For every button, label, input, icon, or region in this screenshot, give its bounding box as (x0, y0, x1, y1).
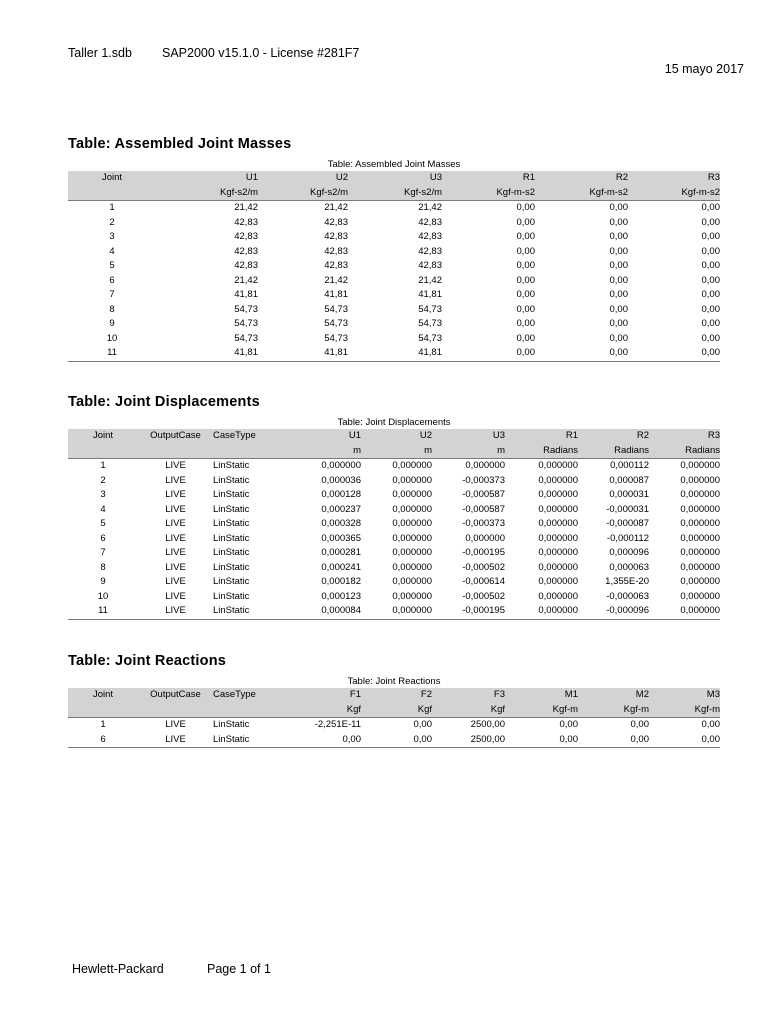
masses-caption: Table: Assembled Joint Masses (327, 159, 461, 170)
table-cell: 0,000237 (321, 503, 361, 515)
column-header: R2 (615, 172, 628, 183)
unit-header: Kgf-s2/m (156, 186, 258, 201)
reactions-caption: Table: Joint Reactions (347, 676, 441, 687)
table-cell: 0,000000 (680, 590, 720, 602)
table-cell: 2 (100, 474, 106, 486)
table-cell: 42,83 (418, 260, 442, 271)
table-cell: 0,00 (516, 274, 535, 286)
table-cell: 42,83 (418, 231, 442, 242)
table-cell: 0,00 (701, 231, 720, 242)
table-cell: 42,83 (324, 231, 348, 242)
column-header: M2 (635, 689, 649, 700)
table-cell: 0,000000 (392, 532, 432, 544)
column-header: R1 (565, 430, 578, 441)
units-row (68, 444, 720, 459)
table-cell: 0,000000 (680, 518, 720, 529)
table-cell: 0,000000 (321, 460, 361, 471)
table-cell: 0,000000 (538, 590, 578, 602)
masses-table (68, 171, 720, 362)
table-cell: 2 (109, 216, 115, 228)
unit-header: Kgf (432, 703, 505, 718)
table-cell: -0,000587 (462, 503, 505, 515)
table-row (68, 733, 720, 748)
table-cell: LinStatic (213, 576, 250, 587)
table-cell: 0,000000 (392, 474, 432, 486)
displacements-section (68, 394, 720, 620)
table-cell: 0,000000 (538, 489, 578, 500)
table-cell: 0,00 (516, 260, 535, 271)
table-row (68, 718, 720, 733)
table-cell: LinStatic (213, 503, 250, 515)
table-cell: 0,000087 (609, 474, 649, 486)
table-cell: 2500,00 (432, 733, 505, 748)
table-cell: 0,000000 (392, 489, 432, 500)
table-cell: 54,73 (324, 318, 348, 329)
table-cell: LinStatic (213, 733, 295, 748)
table-cell: 0,000000 (392, 547, 432, 558)
unit-header (68, 186, 156, 201)
table-row (68, 317, 720, 332)
table-cell: -0,000614 (462, 576, 505, 587)
table-cell: 0,000123 (321, 590, 361, 602)
table-cell: 0,00 (361, 733, 432, 748)
column-header: R3 (707, 430, 720, 441)
table-cell: 0,00 (701, 318, 720, 329)
table-cell: 0,00 (609, 274, 628, 286)
table-cell: 21,42 (324, 202, 348, 213)
units-row (68, 703, 720, 718)
table-cell: LinStatic (213, 489, 250, 500)
table-cell: 9 (109, 318, 115, 329)
table-cell: 0,00 (413, 719, 432, 730)
table-cell: 42,83 (324, 260, 348, 271)
table-cell: 0,00 (628, 346, 720, 361)
table-cell: 0,00 (516, 216, 535, 228)
table-cell: 21,42 (234, 274, 258, 286)
table-cell: LIVE (165, 561, 186, 573)
table-cell: 1,355E-20 (605, 576, 649, 587)
table-cell: 6 (109, 274, 115, 286)
table-cell: -0,000587 (462, 489, 505, 500)
table-cell: LinStatic (213, 590, 250, 602)
table-cell: LinStatic (213, 547, 250, 558)
table-cell: 0,000031 (609, 489, 649, 500)
table-cell: 0,00 (609, 231, 628, 242)
report-date: 15 mayo 2017 (664, 62, 744, 76)
table-cell: 54,73 (234, 332, 258, 344)
table-cell: 0,000000 (649, 604, 720, 619)
table-cell: 6 (68, 733, 138, 748)
column-header: R1 (522, 172, 535, 183)
table-cell: 54,73 (418, 303, 442, 315)
table-cell: -0,000096 (578, 604, 649, 619)
table-cell: 0,000128 (321, 489, 361, 500)
unit-header: Kgf-m (505, 703, 578, 718)
table-cell: LIVE (165, 532, 186, 544)
table-cell: 0,00 (505, 733, 578, 748)
column-header: F3 (493, 689, 505, 700)
table-cell: 41,81 (258, 346, 348, 361)
table-cell: 42,83 (418, 245, 442, 257)
table-cell: LIVE (165, 547, 186, 558)
column-header: U2 (419, 430, 432, 441)
masses-section (68, 136, 720, 362)
footer-brand: Hewlett-Packard (72, 962, 164, 976)
table-cell: LinStatic (213, 518, 250, 529)
table-cell: -2,251E-11 (314, 719, 361, 730)
table-cell: 0,000281 (321, 547, 361, 558)
unit-header: Kgf-m-s2 (442, 186, 535, 201)
table-cell: 0,000000 (538, 518, 578, 529)
table-cell: LinStatic (213, 604, 295, 619)
table-cell: 0,000084 (295, 604, 361, 619)
column-header: U2 (335, 172, 348, 183)
table-row (68, 575, 720, 590)
units-row (68, 186, 720, 201)
table-cell: 42,83 (418, 216, 442, 228)
table-cell: 0,00 (701, 719, 720, 730)
table-cell: 0,00 (701, 245, 720, 257)
unit-header: Kgf (295, 703, 361, 718)
table-cell: 1 (109, 202, 115, 213)
unit-header: Kgf-m-s2 (535, 186, 628, 201)
table-row (68, 346, 720, 361)
table-cell: 42,83 (234, 216, 258, 228)
table-cell: 0,00 (609, 303, 628, 315)
table-cell: 0,00 (701, 332, 720, 344)
table-cell: LIVE (165, 719, 186, 730)
table-cell: 0,00 (295, 733, 361, 748)
unit-header: m (361, 444, 432, 459)
table-cell: 6 (100, 532, 106, 544)
unit-header (213, 444, 295, 459)
table-row (68, 230, 720, 245)
unit-header: Kgf-s2/m (348, 186, 442, 201)
table-cell: -0,000502 (462, 561, 505, 573)
column-header: CaseType (213, 689, 256, 700)
column-header: F1 (349, 689, 361, 700)
table-row (68, 561, 720, 576)
table-cell: -0,000112 (606, 532, 649, 544)
reactions-section (68, 653, 720, 748)
table-cell: 21,42 (418, 274, 442, 286)
masses-title: Table: Assembled Joint Masses (68, 136, 292, 152)
unit-header (213, 703, 295, 718)
column-header: CaseType (213, 430, 256, 441)
column-header: U3 (429, 172, 442, 183)
column-header: OutputCase (150, 689, 201, 700)
table-cell: 11 (68, 604, 138, 619)
table-cell: 0,000000 (538, 503, 578, 515)
table-cell: 0,000000 (465, 532, 505, 544)
unit-header: Radians (578, 444, 649, 459)
column-header: R3 (707, 172, 720, 183)
table-cell: 0,000000 (680, 503, 720, 515)
table-cell: 0,00 (609, 332, 628, 344)
table-cell: 42,83 (234, 260, 258, 271)
table-cell: -0,000502 (462, 590, 505, 602)
table-cell: 0,000000 (392, 561, 432, 573)
table-cell: 7 (109, 289, 115, 300)
table-cell: 1 (100, 719, 106, 730)
table-cell: 41,81 (348, 346, 442, 361)
column-header: M3 (706, 689, 720, 700)
table-cell: 41,81 (324, 289, 348, 300)
table-cell: 0,000096 (609, 547, 649, 558)
table-cell: -0,000063 (606, 590, 649, 602)
table-cell: 0,000000 (505, 604, 578, 619)
displacements-caption: Table: Joint Displacements (337, 417, 451, 428)
table-row (68, 245, 720, 260)
table-cell: 0,000328 (321, 518, 361, 529)
table-cell: 0,000000 (680, 561, 720, 573)
table-cell: 9 (100, 576, 106, 587)
table-cell: 0,000000 (538, 547, 578, 558)
table-cell: 0,000000 (680, 576, 720, 587)
table-cell: 0,00 (516, 202, 535, 213)
column-header: U1 (245, 172, 258, 183)
table-cell: 0,000000 (392, 503, 432, 515)
unit-header (138, 444, 213, 459)
table-row (68, 259, 720, 274)
table-row (68, 216, 720, 231)
table-cell: 0,00 (701, 274, 720, 286)
table-row (68, 532, 720, 547)
table-cell: 0,000365 (321, 532, 361, 544)
column-header: Joint (92, 430, 114, 441)
column-header: F2 (420, 689, 432, 700)
table-cell: 10 (106, 332, 118, 344)
table-cell: 0,000000 (465, 460, 505, 471)
table-cell: 54,73 (324, 303, 348, 315)
column-header: R2 (636, 430, 649, 441)
table-cell: LIVE (138, 604, 213, 619)
table-cell: 0,000000 (538, 561, 578, 573)
table-cell: -0,000031 (606, 503, 649, 515)
table-cell: 0,000182 (321, 576, 361, 587)
table-cell: 54,73 (234, 318, 258, 329)
table-row (68, 288, 720, 303)
table-cell: 0,000000 (680, 474, 720, 486)
header-row (68, 429, 720, 444)
table-cell: 0,000000 (680, 489, 720, 500)
table-cell: -0,000373 (462, 518, 505, 529)
table-row (68, 503, 720, 518)
table-cell: -0,000195 (432, 604, 505, 619)
table-cell: 41,81 (156, 346, 258, 361)
reactions-title: Table: Joint Reactions (68, 653, 227, 669)
table-cell: 0,000000 (538, 576, 578, 587)
unit-header (138, 703, 213, 718)
table-cell: 21,42 (418, 202, 442, 213)
column-header: Joint (101, 172, 123, 183)
reactions-table (68, 688, 720, 748)
displacements-title: Table: Joint Displacements (68, 394, 260, 410)
table-cell: 0,00 (701, 202, 720, 213)
table-cell: LinStatic (213, 561, 250, 573)
table-cell: 0,000036 (321, 474, 361, 486)
table-cell: 0,00 (609, 202, 628, 213)
table-cell: 0,000241 (321, 561, 361, 573)
table-row (68, 488, 720, 503)
header-row (68, 171, 720, 186)
table-cell: 0,00 (630, 719, 649, 730)
table-cell: -0,000195 (462, 547, 505, 558)
table-cell: 54,73 (234, 303, 258, 315)
column-header: OutputCase (150, 430, 201, 441)
table-row (68, 604, 720, 619)
table-cell: 54,73 (418, 318, 442, 329)
table-cell: 0,00 (535, 346, 628, 361)
report-file-name: Taller 1.sdb (68, 46, 132, 60)
displacements-table (68, 429, 720, 620)
table-cell: 0,00 (701, 289, 720, 300)
report-app-license: SAP2000 v15.1.0 - License #281F7 (162, 46, 360, 60)
table-cell: 42,83 (324, 216, 348, 228)
table-row (68, 459, 720, 474)
table-cell: 0,00 (516, 245, 535, 257)
unit-header: Radians (505, 444, 578, 459)
table-cell: 0,00 (442, 346, 535, 361)
table-cell: 0,000000 (538, 532, 578, 544)
table-cell: 3 (109, 231, 115, 242)
table-cell: 42,83 (234, 245, 258, 257)
table-cell: 11 (68, 346, 156, 361)
table-cell: 54,73 (324, 332, 348, 344)
table-cell: 0,000000 (680, 460, 720, 471)
table-cell: 0,000112 (610, 460, 649, 471)
table-cell: 0,00 (516, 318, 535, 329)
column-header: M1 (564, 689, 578, 700)
table-cell: 0,00 (701, 303, 720, 315)
unit-header: Kgf-m (578, 703, 649, 718)
table-cell: LinStatic (213, 719, 250, 730)
table-cell: 42,83 (324, 245, 348, 257)
table-cell: 0,000000 (538, 460, 578, 471)
table-cell: LIVE (165, 489, 186, 500)
table-cell: LinStatic (213, 474, 250, 486)
table-cell: 0,000000 (538, 474, 578, 486)
table-cell: 0,00 (516, 231, 535, 242)
table-cell: LIVE (138, 733, 213, 748)
table-cell: 5 (109, 260, 115, 271)
table-cell: LIVE (165, 518, 186, 529)
table-row (68, 546, 720, 561)
unit-header: Kgf-s2/m (258, 186, 348, 201)
column-header: U3 (492, 430, 505, 441)
table-cell: 8 (109, 303, 115, 315)
table-cell: 10 (97, 590, 109, 602)
table-cell: 41,81 (418, 289, 442, 300)
table-cell: LIVE (165, 503, 186, 515)
table-row (68, 474, 720, 489)
table-cell: 1 (100, 460, 106, 471)
table-row (68, 590, 720, 605)
table-cell: 3 (100, 489, 106, 500)
table-cell: 0,000000 (392, 518, 432, 529)
table-cell: 54,73 (418, 332, 442, 344)
table-cell: 4 (100, 503, 106, 515)
table-cell: 42,83 (234, 231, 258, 242)
table-cell: 0,00 (609, 260, 628, 271)
table-cell: 0,000000 (680, 547, 720, 558)
table-cell: 41,81 (234, 289, 258, 300)
unit-header: Kgf-m-s2 (628, 186, 720, 201)
unit-header: m (295, 444, 361, 459)
table-cell: 0,00 (649, 733, 720, 748)
table-cell: 0,000000 (361, 604, 432, 619)
table-cell: 0,00 (701, 216, 720, 228)
table-cell: 0,00 (609, 245, 628, 257)
table-cell: 0,00 (701, 260, 720, 271)
unit-header: m (432, 444, 505, 459)
table-cell: LIVE (165, 474, 186, 486)
table-row (68, 303, 720, 318)
unit-header: Kgf-m (649, 703, 720, 718)
table-cell: 0,00 (609, 318, 628, 329)
footer-page-number: Page 1 of 1 (207, 962, 271, 976)
header-row (68, 688, 720, 703)
table-cell: 0,000063 (609, 561, 649, 573)
table-cell: 7 (100, 547, 106, 558)
table-row (68, 274, 720, 289)
table-cell: 21,42 (234, 202, 258, 213)
table-row (68, 517, 720, 532)
table-cell: LinStatic (213, 460, 250, 471)
table-cell: 0,00 (578, 733, 649, 748)
table-cell: -0,000373 (462, 474, 505, 486)
unit-header: Kgf (361, 703, 432, 718)
table-cell: 0,000000 (392, 590, 432, 602)
table-cell: 0,00 (609, 216, 628, 228)
table-cell: 0,000000 (392, 460, 432, 471)
table-row (68, 201, 720, 216)
table-row (68, 332, 720, 347)
table-cell: 8 (100, 561, 106, 573)
table-cell: 0,00 (559, 719, 578, 730)
table-cell: 2500,00 (470, 719, 505, 730)
table-cell: 0,00 (516, 303, 535, 315)
unit-header (68, 444, 138, 459)
table-cell: 0,00 (516, 289, 535, 300)
table-cell: -0,000087 (606, 518, 649, 529)
table-cell: LinStatic (213, 532, 250, 544)
table-cell: 0,000000 (680, 532, 720, 544)
table-cell: 21,42 (324, 274, 348, 286)
table-cell: 0,00 (516, 332, 535, 344)
table-cell: 4 (109, 245, 115, 257)
column-header: Joint (92, 689, 114, 700)
table-cell: LIVE (165, 460, 186, 471)
table-cell: 0,00 (609, 289, 628, 300)
table-cell: LIVE (165, 590, 186, 602)
unit-header (68, 703, 138, 718)
table-cell: 0,000000 (392, 576, 432, 587)
table-cell: 5 (100, 518, 106, 529)
unit-header: Radians (649, 444, 720, 459)
table-cell: LIVE (165, 576, 186, 587)
column-header: U1 (348, 430, 361, 441)
